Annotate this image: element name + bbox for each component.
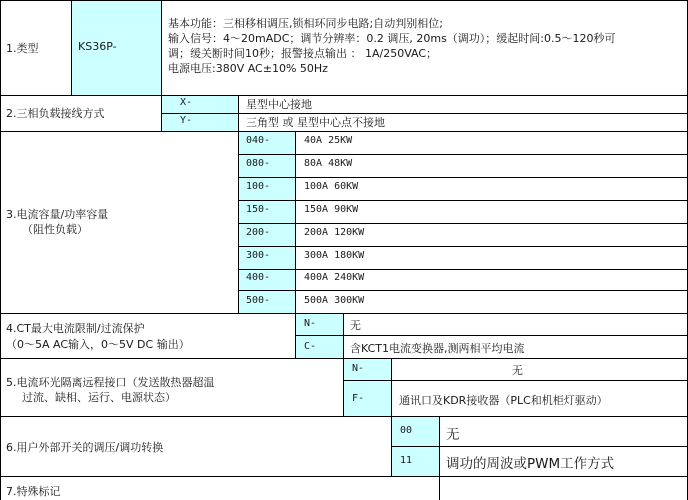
capacity-text: 150A 90KW (304, 204, 359, 215)
section-3-label: 3.电流容量/功率容量 (6, 208, 109, 221)
capacity-code: 200- (246, 227, 271, 238)
wiring-code: X- (180, 97, 193, 108)
ct-code: N- (304, 318, 317, 329)
section-4-label: 4.CT最大电流限制/过流保护 (6, 322, 145, 335)
capacity-text: 40A 25KW (304, 135, 353, 146)
description-line: 基本功能：三相移相调压,锁相环同步电路;自动判别相位; (168, 17, 443, 30)
capacity-text: 80A 48KW (304, 158, 353, 169)
switch-text: 无 (446, 427, 460, 443)
capacity-code: 500- (246, 295, 271, 306)
section-1-label: 1.类型 (6, 42, 39, 55)
description-line: 电源电压:380V AC±10% 50Hz (168, 62, 328, 75)
section-5-sublabel: 过流、缺相、运行、电源状态） (22, 391, 176, 404)
capacity-text: 300A 180KW (304, 250, 365, 261)
ct-code: C- (304, 341, 317, 352)
capacity-code: 100- (246, 181, 271, 192)
capacity-text: 500A 300KW (304, 295, 365, 306)
section-4-sublabel: （0～5A AC输入，0～5V DC 输出） (6, 338, 190, 351)
section-6-label: 6.用户外部开关的调压/调功转换 (6, 441, 164, 454)
capacity-code: 150- (246, 204, 271, 215)
section-2-label: 2.三相负载接线方式 (6, 107, 105, 120)
interface-text: 通讯口及KDR接收器（PLC和机柜灯驱动） (399, 394, 608, 407)
interface-code: F- (352, 393, 365, 404)
wiring-code: Y- (180, 115, 193, 126)
interface-code: N- (352, 363, 365, 374)
interface-text: 无 (512, 364, 523, 377)
ct-text: 含KCT1电流变换器,测两相平均电流 (350, 342, 525, 355)
switch-code: 11 (400, 455, 413, 466)
capacity-code: 040- (246, 135, 271, 146)
description-line: 输入信号：4～20mADC；调节分辨率：0.2 调压, 20ms（调功）；缓起时间:0.5～120秒可 (168, 32, 616, 45)
capacity-text: 400A 240KW (304, 272, 365, 283)
capacity-code: 080- (246, 158, 271, 169)
model-prefix: KS36P- (78, 40, 117, 53)
wiring-text: 星型中心接地 (246, 98, 312, 111)
capacity-text: 100A 60KW (304, 181, 359, 192)
description-line: 调；缓关断时间10秒；报警接点输出 ： 1A/250VAC； (168, 47, 438, 60)
capacity-code: 300- (246, 250, 271, 261)
wiring-text: 三角型 或 星型中心点不接地 (246, 116, 385, 129)
interface-code-bg (343, 358, 391, 416)
basic-function-description (168, 16, 616, 76)
ct-text: 无 (350, 319, 361, 332)
section-3-sublabel: （阻性负载） (22, 223, 88, 236)
switch-code: 00 (400, 425, 413, 436)
switch-text: 调功的周波或PWM工作方式 (446, 456, 615, 472)
capacity-text: 200A 120KW (304, 227, 365, 238)
capacity-code: 400- (246, 272, 271, 283)
section-7-label: 7.特殊标记 (6, 485, 61, 498)
section-5-label: 5.电流环光隔离远程接口（发送散热器超温 (6, 376, 215, 389)
